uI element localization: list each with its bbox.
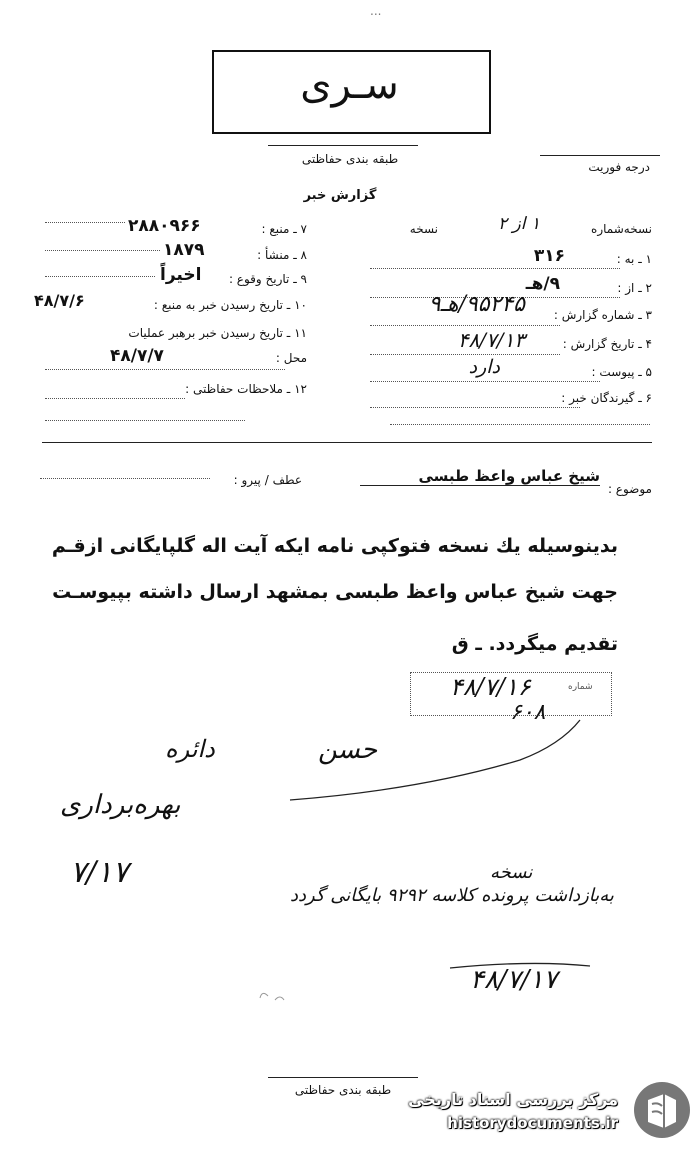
- security-notes-label: ۱۲ ـ ملاحظات حفاظتی :: [185, 382, 307, 396]
- received-source-value: ۴۸/۷/۶: [34, 291, 85, 310]
- attachment-value: دارد: [468, 356, 500, 378]
- subject-label: موضوع :: [607, 482, 652, 496]
- copy-number-label: نسخه‌شماره: [591, 222, 652, 236]
- header-security-classification: طبقه بندی حفاظتی: [301, 152, 399, 166]
- place-label: محل :: [275, 351, 307, 365]
- to-label: ۱ ـ به :: [616, 252, 652, 266]
- top-marks: ...: [370, 4, 382, 18]
- priority-label: درجه فوریت: [588, 160, 650, 174]
- subject-value: شیخ عباس واعظ طبسی: [418, 467, 600, 485]
- report-title: گزارش خبر: [303, 188, 377, 203]
- body-line-2: جهت شیخ عباس واعظ طبسی بمشهد ارسال داشته بپیوسـت: [52, 581, 618, 603]
- classification-stamp: سـری: [300, 62, 399, 108]
- received-stamp-label: شماره: [568, 682, 593, 692]
- from-value: ۹/هـ: [525, 274, 560, 294]
- footer-security-classification: طبقه بندی حفاظتی: [294, 1083, 392, 1097]
- received-stamp-sub: ۶۰۸: [510, 700, 546, 725]
- received-source-label: ۱۰ ـ تاریخ رسیدن خبر به منبع :: [153, 298, 307, 312]
- initial-mark: حسن: [318, 735, 378, 765]
- left-note-1: دائره: [165, 735, 215, 763]
- source-value: ۲۸۸۰۹۶۶: [128, 216, 201, 236]
- copy-label: نسخه: [409, 222, 438, 236]
- watermark-title: مرکز بررسی اسناد تاریخی: [408, 1090, 618, 1109]
- event-date-value: اخیراً: [160, 265, 202, 285]
- body-line-1: بدینوسیله یك نسخه فتوكپی نامه ایکه آیت اله گلپایگانی ازقـم: [51, 535, 618, 557]
- place-value: ۴۸/۷/۷: [110, 346, 164, 366]
- attachment-label: ۵ ـ پیوست :: [591, 365, 652, 379]
- report-number-value: ۹۵۲۴۵/هـ۹: [428, 292, 525, 317]
- ref-label: عطف / پیرو :: [233, 473, 302, 487]
- body-line-3: تقدیم میگردد. ـ ق: [451, 633, 618, 655]
- center-note-date: ۴۸/۷/۱۷: [470, 965, 558, 995]
- copy-number-value: ۱ از ۲: [497, 214, 540, 234]
- recipients-label: ۶ ـ گیرندگان خبر :: [561, 391, 652, 405]
- watermark-logo: [634, 1082, 690, 1138]
- report-number-label: ۳ ـ شماره گزارش :: [553, 308, 652, 322]
- received-stamp-value: ۴۸/۷/۱۶: [450, 673, 531, 701]
- event-date-label: ۹ ـ تاریخ وقوع :: [228, 272, 307, 286]
- origin-label: ۸ ـ منشأ :: [257, 248, 307, 262]
- document-icon: [634, 1082, 690, 1138]
- left-note-date: ۷/۱۷: [70, 855, 129, 890]
- origin-value: ۱۸۷۹: [163, 240, 205, 260]
- left-note-2: بهره‌برداری: [60, 790, 181, 820]
- watermark-url: historydocuments.ir: [447, 1114, 618, 1132]
- report-date-label: ۴ ـ تاریخ گزارش :: [562, 337, 652, 351]
- source-label: ۷ ـ منبع :: [261, 222, 307, 236]
- footer-rule: [268, 1077, 418, 1078]
- report-date-value: ۴۸/۷/۱۳: [457, 328, 525, 352]
- center-note-1: نسخه: [490, 862, 533, 883]
- center-note-2: به‌بازداشت پرونده کلاسه ۹۲۹۲ بایگانی گردد: [290, 885, 614, 906]
- from-label: ۲ ـ از :: [617, 281, 652, 295]
- received-ops-label: ۱۱ ـ تاریخ رسیدن خبر برهبر عملیات: [128, 326, 307, 340]
- to-value: ۳۱۶: [533, 246, 565, 266]
